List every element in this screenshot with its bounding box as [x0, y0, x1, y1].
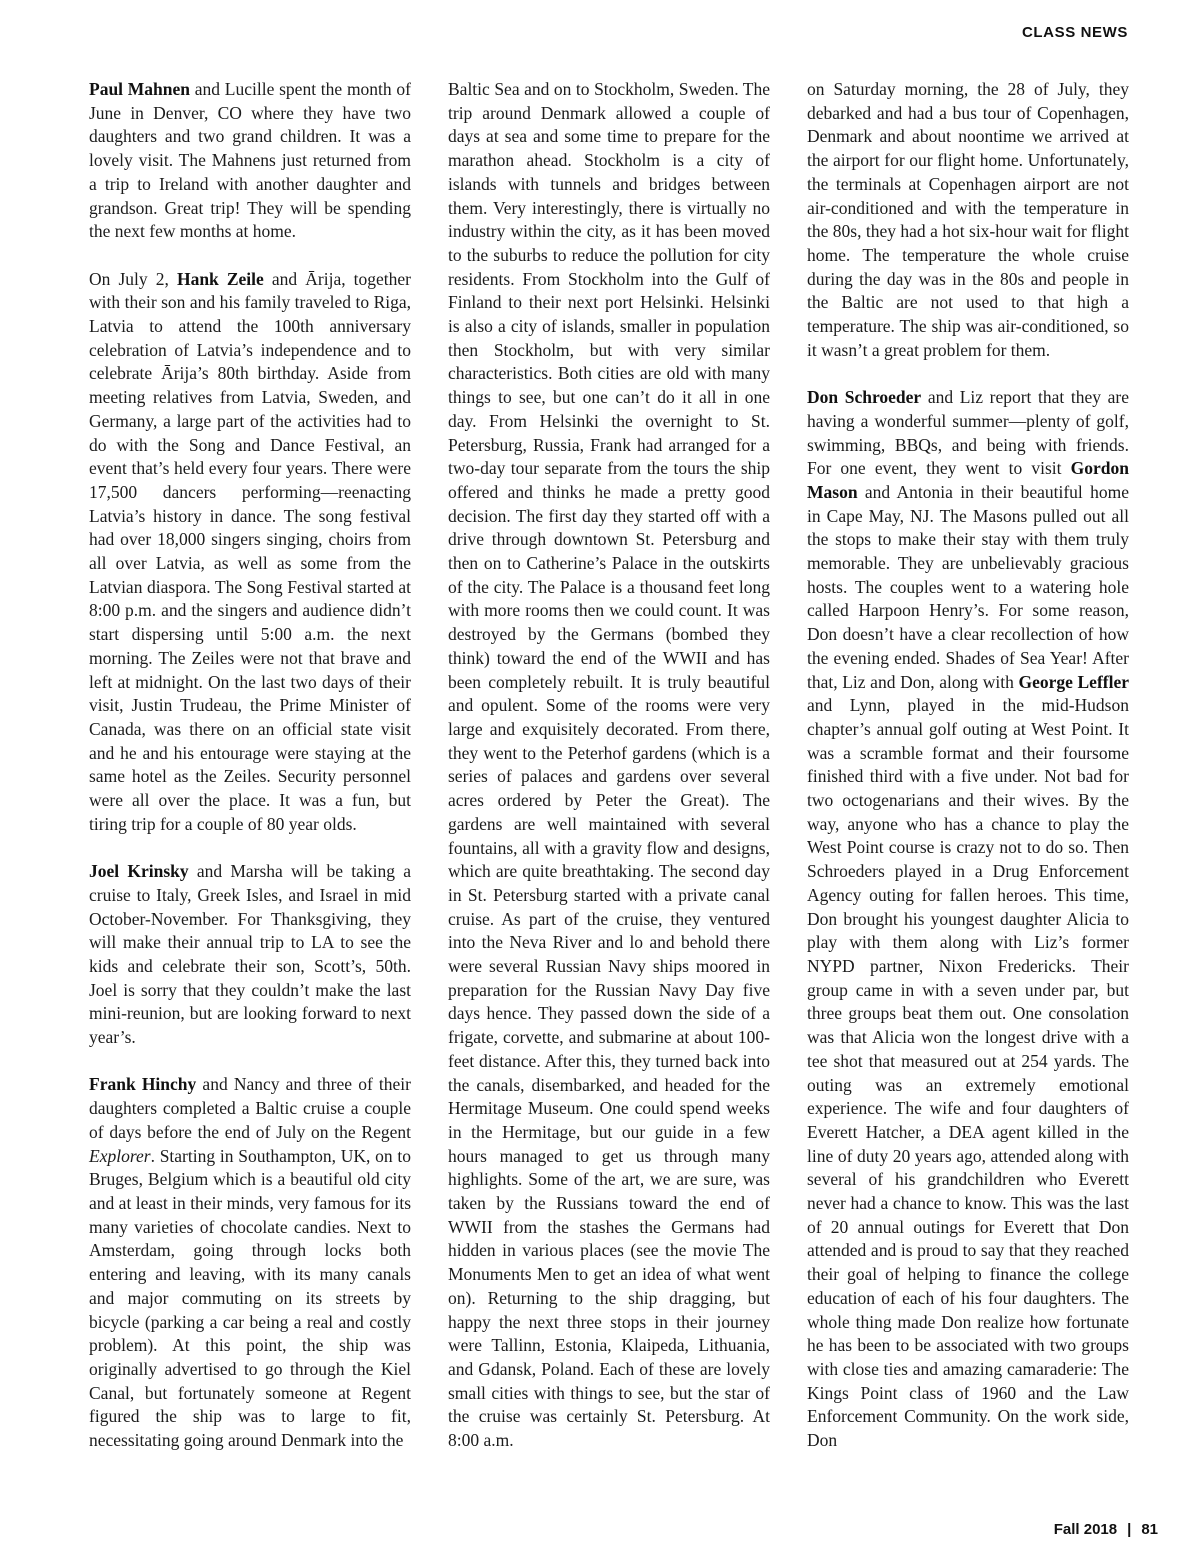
paragraph-text: On July 2, — [89, 268, 177, 289]
page-number: 81 — [1141, 1521, 1158, 1538]
article-columns — [89, 78, 1129, 1488]
classmate-name: Gordon Mason — [807, 458, 1129, 502]
paragraph-text: and Antonia in their beautiful home in Cape May, NJ. The Masons pulled out all the stops to make their stay with them truly memorable. They are unbelievably gracious hosts. The couples went to a watering hole called Harpoon Henry’s. For some reason, Don doesn’t have a clear recollection of how the evening ended. Shades of Sea Year! After that, Liz and Don, along with — [807, 481, 1129, 692]
classmate-name: Joel Krinsky — [89, 861, 189, 882]
paragraph-schroeder — [807, 386, 1129, 1453]
classmate-name: Don Schroeder — [807, 387, 922, 408]
footer-separator: | — [1127, 1521, 1132, 1538]
paragraph-text: and Lucille spent the month of June in Denver, CO where they have two daughters and two grand children. It was a lovely visit. The Mahnens just returned from a trip to Ireland with another daughter and grandson. Great trip! They will be spending the next few months at home. — [89, 79, 411, 242]
paragraph-text: . Starting in Southampton, UK, on to Bruges, Belgium which is a beautiful old city and at least in their minds, very famous for its many varieties of chocolate candies. Next to Amsterdam, going through locks both entering and leaving, with its many canals and major commuting on its streets by bicycle (parking a car being a real and costly problem). At this point, the ship was originally advertised to go through the Kiel Canal, but fortunately someone at Regent figured the ship was to large to fit, necessitating going around Denmark into the — [89, 1145, 411, 1451]
section-header: CLASS NEWS — [1021, 24, 1128, 41]
paragraph-text: and Ārija, together with their son and his family traveled to Riga, Latvia to attend the 100th anniversary celebration of Latvia’s independence and to celebrate Ārija’s 80th birthday. Aside from meeting relatives from Latvia, Sweden, and Germany, a large part of the activities had to do with the Song and Dance Festival, an event that’s held every four years. There were 17,500 dancers performing—reenacting Latvia’s history in dance. The song festival had over 18,000 singers singing, choirs from all over Latvia, as well as some from the Latvian diaspora. The Song Festival started at 8:00 p.m. and the singers and audience didn’t start dispersing until 5:00 a.m. the next morning. The Zeiles were not that brave and left at midnight. On the last two days of their visit, Justin Trudeau, the Prime Minister of Canada, was there on an official state visit and he and his entourage were staying at the same hotel as the Zeiles. Security personnel were all over the place. It was a fun, but tiring trip for a couple of 80 year olds. — [89, 268, 412, 834]
paragraph-text: and Liz report that they are having a wonderful summer—plenty of golf, swimming, BBQs, and being with friends. For one event, they went to visit — [807, 387, 1129, 479]
paragraph-mahnen — [89, 78, 411, 244]
classmate-name: Frank Hinchy — [89, 1074, 197, 1095]
classmate-name: George Leffler — [1018, 671, 1129, 692]
column-2 — [448, 78, 770, 1453]
paragraph-zeile — [89, 268, 411, 837]
ship-name: Explorer — [89, 1145, 151, 1166]
paragraph-hinchy-continued: on Saturday morning, the 28 of July, they debarked and had a bus tour of Copenhagen, Denmark and about noontime we arrived at the airport for our flight home. Unfortunately, the terminals at Copenhagen airport are not air-conditioned and with the temperature in the 80s, they had a hot six-hour wait for flight home. The temperature the whole cruise during the day was in the 80s and people in the Baltic are not used to that high a temperature. The ship was air-conditioned, so it wasn’t a great problem for them. — [807, 79, 1129, 360]
issue-label: Fall 2018 — [1053, 1521, 1118, 1538]
page-footer — [1054, 1521, 1158, 1538]
paragraph-text: and Lynn, played in the mid-Hudson chapter’s annual golf outing at West Point. It was a scramble format and their foursome finished third with a five under. Not bad for two octogenarians and their wives. By the way, anyone who has a chance to play the West Point course is crazy not to do so. Then Schroeders played in a Drug Enforcement Agency outing for fallen heroes. This time, Don brought his youngest daughter Alicia to play with them along with Liz’s former NYPD partner, Nixon Fredericks. Their group came in with a seven under par, but three groups beat them out. One consolation was that Alicia won the longest drive with a tee shot that measured out at 254 yards. The outing was an extremely emotional experience. The wife and four daughters of Everett Hatcher, a DEA agent killed in the line of duty 20 years ago, attended along with several of his grandchildren who Everett never had a chance to know. This was the last of 20 annual outings for Everett that Don attended and is proud to say that they reached their goal of helping to finance the college education of each of his four daughters. The whole thing made Don realize how fortunate he has been to be associated with two groups with close ties and amazing camaraderie: The Kings Point class of 1960 and the Law Enforcement Community. On the work side, Don — [807, 695, 1129, 1451]
paragraph-krinsky — [89, 860, 411, 1050]
paragraph-hinchy — [89, 1073, 411, 1452]
paragraph-text: and Nancy and three of their daughters completed a Baltic cruise a couple of days before the end of July on the Regent — [89, 1074, 411, 1142]
paragraph-text: and Marsha will be taking a cruise to Italy, Greek Isles, and Israel in mid October-November. For Thanksgiving, they will make their annual trip to LA to see the kids and celebrate their son, Scott’s, 50th. Joel is sorry that they couldn’t make the last mini-reunion, but are looking forward to next year’s. — [89, 861, 411, 1048]
column-1 — [89, 78, 411, 1453]
paragraph-hinchy-continued: Baltic Sea and on to Stockholm, Sweden. The trip around Denmark allowed a couple of days at sea and some time to prepare for the marathon ahead. Stockholm is a city of islands with tunnels and bridges between them. Very interestingly, there is virtually no industry within the city, as it has been moved to the suburbs to reduce the pollution for city residents. From Stockholm into the Gulf of Finland to their next port Helsinki. Helsinki is also a city of islands, smaller in population then Stockholm, but with very similar characteristics. Both cities are old with many things to see, but one can’t do it all in one day. From Helsinki the overnight to St. Petersburg, Russia, Frank had arranged for a two-day tour separate from the tours the ship offered and thinks he made a pretty good decision. The first day they started off with a drive through downtown St. Petersburg and then on to Catherine’s Palace in the outskirts of the city. The Palace is a thousand feet long with more rooms then we could count. It was destroyed by the Germans (bombed they think) toward the end of the WWII and has been completely rebuilt. It is truly beautiful and opulent. Some of the rooms were very large and exquisitely decorated. From there, they went to the Peterhof gardens (which is a series of palaces and gardens over several acres ordered by Peter the Great). The gardens are well maintained with several fountains, all with a gravity flow and designs, which are quite breathtaking. The second day in St. Petersburg started with a private canal cruise. As part of the cruise, they ventured into the Neva River and lo and behold there were several Russian Navy ships moored in preparation for the Russian Navy Day five days hence. They passed down the side of a frigate, corvette, and submarine at about 100-feet distance. After this, they turned back into the canals, disembarked, and headed for the Hermitage Museum. One could spend weeks in the Hermitage, but our guide in a few hours managed to get us through many highlights. Some of the art, we are sure, was taken by the Russians toward the end of WWII from the stashes the Germans had hidden in various places (see the movie The Monuments Men to get an idea of what went on). Returning to the ship dragging, but happy the next three stops in their journey were Tallinn, Estonia, Klaipeda, Lithuania, and Gdansk, Poland. Each of these are lovely small cities with things to see, but the star of the cruise was certainly St. Petersburg. At 8:00 a.m. — [448, 79, 770, 1451]
classmate-name: Paul Mahnen — [89, 79, 191, 99]
column-3 — [807, 78, 1129, 1453]
classmate-name: Hank Zeile — [176, 268, 264, 289]
